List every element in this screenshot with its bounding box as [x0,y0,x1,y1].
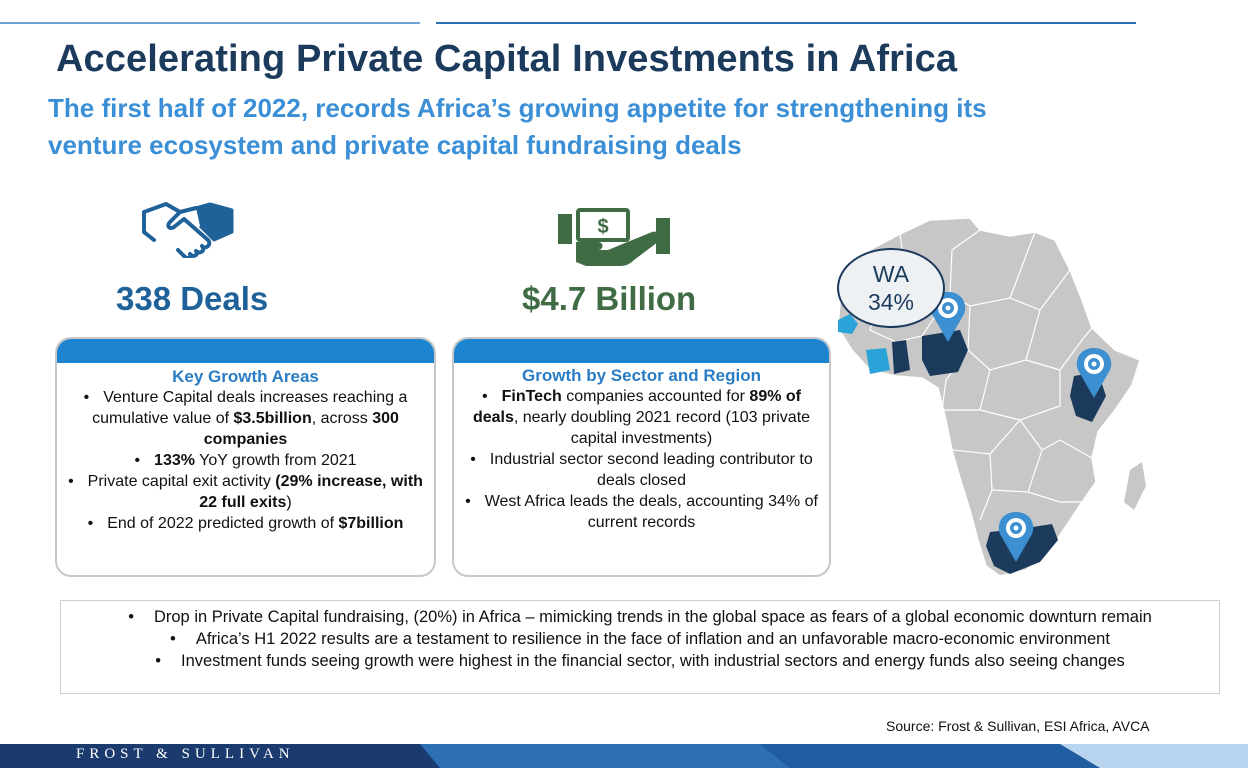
sector-region-box [452,337,831,577]
money-hand-icon [556,208,672,268]
list-item: • Private capital exit activity (29% increase, with 22 full exits) [67,471,424,513]
badge-value: 34% [867,289,915,315]
top-rule-left [0,22,420,24]
subtitle-line-2: venture ecosystem and private capital fundraising deals [48,130,742,160]
list-item: • End of 2022 predicted growth of $7billion [67,513,424,534]
page-title: Accelerating Private Capital Investments in Africa [56,38,958,80]
list-item: • Industrial sector second leading contributor to deals closed [464,449,819,491]
madagascar-island [1124,462,1146,510]
west-africa-badge [837,248,945,328]
list-item: • Drop in Private Capital fundraising, (20%) in Africa – mimicking trends in the global space as fears of a global economic downturn remain [61,606,1219,628]
list-item: • Africa’s H1 2022 results are a testament to resilience in the face of inflation and an unfavorable macro-economic environment [61,628,1219,650]
notes-box [60,600,1220,694]
deals-stat: 338 Deals [116,280,269,317]
page-subtitle [48,90,1228,164]
sector-region-band [454,339,829,363]
amount-stat: $4.7 Billion [522,280,697,317]
sector-region-heading: Growth by Sector and Region [522,366,761,385]
list-item: • Venture Capital deals increases reaching a cumulative value of $3.5billion, across 300 companies [67,387,424,450]
key-growth-list [57,387,434,534]
key-growth-heading: Key Growth Areas [172,367,319,386]
top-rule-right [436,22,1136,24]
source-note: Source: Frost & Sullivan, ESI Africa, AVCA [886,718,1150,734]
svg-text:$: $ [597,216,609,238]
list-item: • Investment funds seeing growth were highest in the financial sector, with industrial sectors and energy funds also seeing changes [61,650,1219,672]
cote-divoire-region [866,348,890,374]
list-item: • 133% YoY growth from 2021 [67,450,424,471]
list-item: • West Africa leads the deals, accounting 34% of current records [464,491,819,533]
subtitle-line-1: The first half of 2022, records Africa’s growing appetite for strengthening its [48,93,987,123]
sector-region-list [454,386,829,533]
key-growth-box [55,337,436,577]
badge-region: WA [872,261,910,287]
handshake-icon [140,200,236,258]
key-growth-band [57,339,434,363]
notes-list [61,606,1219,672]
list-item: • FinTech companies accounted for 89% of deals, nearly doubling 2021 record (103 private capital investments) [464,386,819,449]
brand-logo: FROST & SULLIVAN [76,746,295,762]
